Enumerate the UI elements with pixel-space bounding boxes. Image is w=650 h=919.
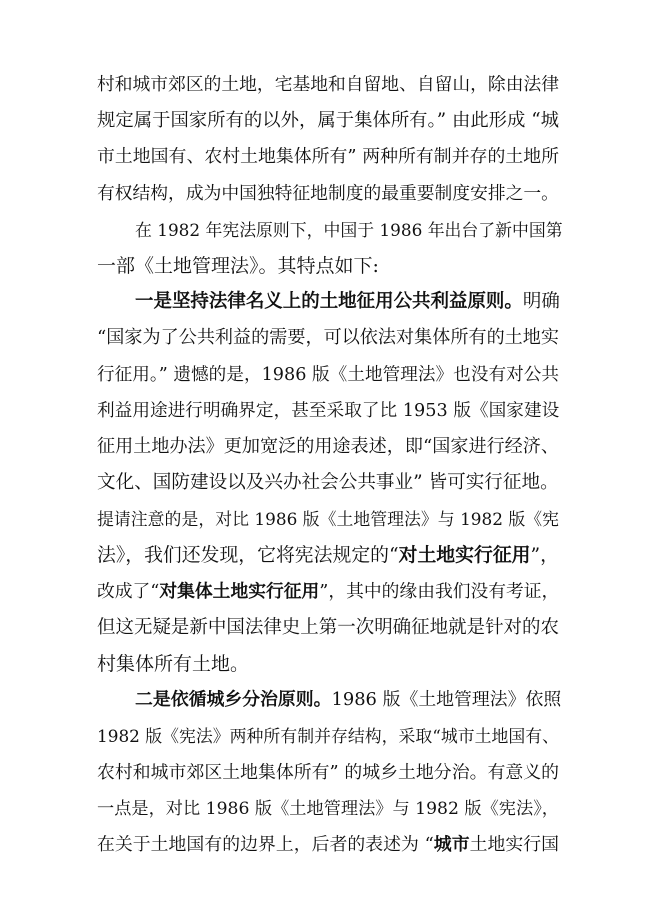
text-line: 规定属于国家所有的以外，属于集体所有。” 由此形成 “城 [97,110,559,132]
paragraph-first-line: 一是坚持法律名义上的土地征用公共利益原则。明确 [135,291,560,313]
text-line: 一点是，对比 1986 版《土地管理法》与 1982 版《宪法》， [97,798,559,819]
text-line: 村和城市郊区的土地，宅基地和自留地、自留山，除由法律 [97,75,559,95]
text-line: 征用土地办法》更加宽泛的用途表述，即“国家进行经济、 [97,435,559,457]
text-line: 1982 版《宪法》两种所有制并存结构，采取“城市土地国有、 [97,726,559,747]
text-line: 农村和城市郊区土地集体所有” 的城乡土地分治。有意义的 [97,761,559,783]
text-line: 改成了“对集体土地实行征用”，其中的缘由我们没有考证， [97,580,560,602]
emphasis-text: 对集体土地实行征用 [159,580,320,602]
text-line: 法》，我们还发现，它将宪法规定的“对土地实行征用”， [97,544,559,567]
text-line: 利益用途进行明确界定，甚至采取了比 1953 版《国家建设 [97,400,560,421]
emphasis-text: 城市 [433,833,470,855]
text-line: 村集体所有土地。 [97,653,250,675]
document-body-text [97,67,563,863]
text-line: 提请注意的是，对比 1986 版《土地管理法》与 1982 版《宪 [97,509,559,530]
text-line: 在关于土地国有的边界上，后者的表述为 “城市土地实行国 [97,833,559,855]
text-line: 行征用。” 遗憾的是，1986 版《土地管理法》也没有对公共 [97,364,559,385]
text-line: 但这无疑是新中国法律史上第一次明确征地就是针对的农 [97,616,559,638]
section-heading-urban-rural: 二是依循城乡分治原则。 [135,689,332,711]
text-line: 有权结构，成为中国独特征地制度的最重要制度安排之一。 [97,183,559,204]
section-heading-public-interest: 一是坚持法律名义上的土地征用公共利益原则。 [135,291,523,313]
text-line: 一部《土地管理法》。其特点如下: [97,254,379,277]
text-line: 市土地国有、农村土地集体所有” 两种所有制并存的土地所 [97,146,559,168]
emphasis-text: 对土地实行征用 [398,544,531,567]
text-line: “国家为了公共利益的需要，可以依法对集体所有的土地实 [97,327,559,349]
paragraph-first-line: 在 1982 年宪法原则下，中国于 1986 年出台了新中国第 [135,219,563,240]
paragraph-first-line: 二是依循城乡分治原则。1986 版《土地管理法》依照 [135,689,562,711]
text-line: 文化、国防建设以及兴办社会公共事业” 皆可实行征地。 [97,472,559,494]
